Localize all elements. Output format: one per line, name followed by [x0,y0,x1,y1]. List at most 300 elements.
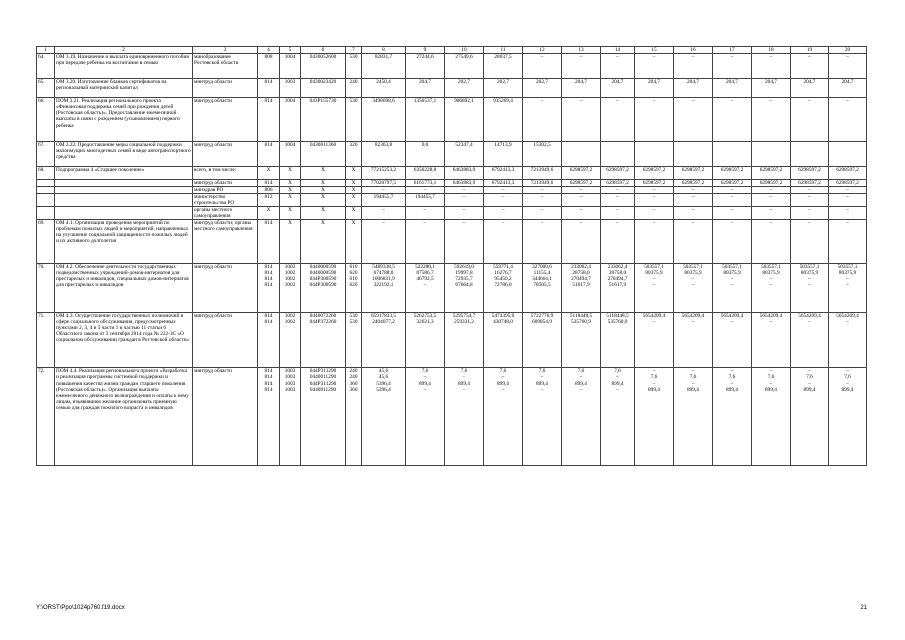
cell-value: – [462,194,466,201]
cell-value: Х [266,207,271,214]
amount-cell [713,220,752,263]
cell-value: 45,6 [378,368,389,375]
cell-value: – [579,207,583,214]
cell-value: – [540,194,544,201]
cell-value: Х [321,187,325,193]
cell-value: 530 [349,98,358,105]
cell-value: 7,6 [577,368,585,375]
amount-cell [523,54,562,79]
cell-value: 899,4 [648,386,660,393]
cell-value: 72935,7 [455,275,473,282]
cell-value: 6298597,2 [681,166,705,173]
amount-cell [713,194,752,207]
amount-cell [791,141,829,166]
table-row [37,187,867,194]
cell-value: 6298597,2 [720,179,744,186]
amount-cell [791,368,829,466]
cell-value: Х [321,179,325,186]
amount-cell [674,179,713,186]
budget-code-cell [280,141,301,166]
amount-cell [674,263,713,312]
amount-cell [445,220,484,263]
cell-value: Х [321,220,325,227]
cell-value: Х [288,166,292,173]
amount-cell [752,368,791,466]
cell-value: 044P300590 [309,275,337,282]
budget-code-cell [280,263,301,312]
cell-value: – [846,281,849,288]
cell-value: 0430011360 [309,141,337,148]
file-path-footer: Y:\ORST\Ppo\1024p760.f19.docx [36,605,125,611]
row-number-cell: 67. [37,141,55,166]
cell-value: 5295754,7 [452,312,476,319]
amount-cell [752,207,791,220]
cell-value: – [462,220,466,227]
cell-value: 503557,1 [722,263,742,270]
cell-value: – [846,98,849,105]
amount-cell [484,79,523,98]
cell-value: – [808,54,811,60]
cell-value: 6298597,2 [759,179,783,186]
cell-value: 6792413,3 [491,179,515,186]
cell-value: – [540,187,544,193]
cell-value: – [501,194,505,201]
cell-value: – [579,187,583,193]
row-number-cell: 68. [37,166,55,179]
cell-value: – [423,207,427,214]
amount-cell [752,141,791,166]
cell-value: 899,4 [575,380,587,387]
cell-value: 204,7 [611,79,624,86]
cell-value: 1003 [284,368,296,375]
amount-cell [523,220,562,263]
amount-cell [601,98,635,141]
cell-value: 806 [264,187,273,193]
amount-cell [562,194,601,207]
cell-value: 899,4 [726,386,738,393]
amount-cell [674,194,713,207]
executor-cell: минтруд области [193,263,258,312]
budget-code-cell [346,179,362,186]
cell-value: 16276,7 [494,269,512,276]
cell-value: Х [288,194,292,201]
cell-value: 503557,1 [644,263,664,270]
cell-value: – [616,98,619,105]
cell-value: 814 [264,319,273,326]
amount-cell [791,194,829,207]
cell-value: 7,6 [421,368,429,375]
cell-value: 5654209,4 [759,312,783,319]
amount-cell [601,141,635,166]
measure-name-cell: ОМ 3.20. Изготовление бланков сертификатов на региональный материнский капитал [55,79,193,98]
measure-name-cell: ОМ 3.22. Предоставление меры социальной поддержки малоимущих многодетных семей в виде автотранспортного средства [55,141,193,166]
cell-value: 503557,1 [761,263,781,270]
cell-value: – [730,281,734,288]
measure-name-cell: Подпрограмма 4 «Старшее поколение» [55,166,193,179]
amount-cell [829,368,867,466]
cell-value: 1002 [284,269,296,276]
cell-value: 45,6 [378,374,389,381]
cell-value: 80375,9 [762,269,780,276]
amount-cell [523,368,562,466]
cell-value: – [691,207,695,214]
cell-value: – [846,207,849,214]
header-cell: 14 [601,47,635,54]
header-cell: 12 [523,47,562,54]
row-number-cell [37,187,55,194]
cell-value: 814 [264,312,273,319]
cell-value: 044P372260 [309,319,337,326]
cell-value: – [462,374,466,381]
cell-value: 27549,6 [455,54,473,60]
amount-cell [791,79,829,98]
cell-value: – [769,54,773,60]
cell-value: 80375,9 [723,269,741,276]
cell-value: – [540,98,544,105]
table-row [37,312,867,367]
amount-cell [713,79,752,98]
cell-value: – [846,368,849,375]
amount-cell [562,368,601,466]
cell-value: 522280,1 [415,263,435,270]
amount-cell [523,98,562,141]
table-body [37,47,867,466]
cell-value: 0440011290 [309,386,337,393]
executor-cell: минздрав РО [193,187,258,194]
amount-cell [635,166,674,179]
cell-value: – [382,207,385,214]
cell-value: 5654209,4 [798,312,821,319]
cell-value: 899,4 [803,386,816,393]
amount-cell [562,54,601,79]
cell-value: – [501,374,505,381]
cell-value [792,142,827,148]
cell-value: 592619,0 [454,263,474,270]
cell-value: 80375,9 [684,269,702,276]
cell-value: 32621,3 [416,319,434,326]
cell-value: 80375,9 [838,269,857,276]
amount-cell [829,220,867,263]
cell-value: – [423,187,427,193]
cell-value: 430748,0 [493,319,513,326]
cell-value: 7,6 [806,374,813,381]
amount-cell [445,79,484,98]
amount-cell [713,179,752,186]
cell-value: 535760,9 [571,319,591,326]
cell-value: 3498698,6 [372,98,395,105]
amount-cell [406,368,445,466]
cell-value: 204,7 [841,79,854,86]
cell-value: 78505,5 [533,281,551,288]
cell-value: – [808,281,811,288]
budget-code-cell [346,312,362,367]
amount-cell [601,368,635,466]
cell-value: 80375,9 [800,269,819,276]
row-number-cell: 69. [37,220,55,263]
cell-value: 812 [264,194,273,201]
cell-value: 194455,7 [415,194,435,201]
cell-value: 77215253,2 [370,166,397,173]
cell-value: 814 [264,263,273,270]
cell-value: 044P311290 [309,380,337,387]
amount-cell [445,98,484,141]
cell-value: 044P300590 [309,281,337,288]
cell-value: 5654209,4 [720,312,744,319]
cell-value: – [652,54,656,60]
budget-code-cell [301,141,346,166]
cell-value: 530 [349,312,358,319]
cell-value: 5396,4 [376,380,391,387]
executor-cell: минтруд области [193,79,258,98]
cell-value: 15302,5 [533,141,551,148]
cell-value: 814 [264,374,273,381]
amount-cell [752,79,791,98]
cell-value: – [769,281,773,288]
cell-value: 899,4 [419,380,431,387]
cell-value: 814 [264,141,273,148]
cell-value: 899,4 [536,380,548,387]
amount-cell [362,54,406,79]
row-number-cell [37,194,55,207]
cell-value: 52347,4 [455,141,473,148]
cell-value: 204,7 [687,79,699,86]
cell-value: – [691,98,695,105]
cell-value: 899,4 [458,380,470,387]
cell-value: 503557,1 [683,263,703,270]
cell-value: – [846,187,849,193]
budget-code-cell [258,220,280,263]
cell-value: – [691,220,695,227]
cell-value: 77020797,5 [370,179,397,186]
header-cell: 20 [829,47,867,54]
cell-value: 1356537,1 [413,98,437,105]
amount-cell [674,187,713,194]
cell-value: 530 [349,54,358,60]
cell-value: – [579,386,583,393]
cell-value: – [540,386,544,393]
cell-value: 5474395,0 [491,312,515,319]
cell-value: 270494,7 [607,275,628,282]
amount-cell [713,368,752,466]
amount-cell [523,179,562,186]
cell-value: 204,7 [765,79,777,86]
table-row [37,207,867,220]
cell-value: 899,4 [611,380,624,387]
cell-value: – [382,187,385,193]
amount-cell [445,263,484,312]
cell-value: 6298597,2 [606,166,629,173]
cell-value: 19997,8 [455,269,473,276]
cell-value [602,142,633,148]
cell-value: – [652,368,656,375]
executor-cell: минобразование Ростовской области [193,54,258,79]
budget-code-cell [301,179,346,186]
measure-name-cell: ПОМ 3.21. Реализация регионального проекта «Финансовая поддержка семей при рождении детей (Ростовская область)». Предоставление ежемесячной выплаты в связи с рождением (усыновлением) первого ребенка [55,98,193,141]
budget-code-cell [280,312,301,367]
cell-value: 202,7 [497,79,509,86]
amount-cell [635,98,674,141]
cell-value: – [462,187,466,193]
cell-value: 233062,4 [607,263,628,270]
cell-value: 935269,4 [493,98,513,105]
cell-value: 620 [349,269,358,276]
measure-name-cell: ОМ 4.1. Организация проведения мероприятий по проблемам пожилых людей и мероприятий, направленных на улучшение социальной защищенности пожилых людей и их активного долголетия [55,220,193,263]
cell-value: 204,7 [575,79,587,86]
cell-value: 7213949,6 [530,179,554,186]
cell-value: – [652,319,656,326]
table-row [37,54,867,79]
amount-cell [523,166,562,179]
amount-cell [752,179,791,186]
cell-value: 814 [264,386,273,393]
cell-value: – [808,319,811,326]
cell-value: – [423,374,427,381]
measure-name-cell [55,207,193,220]
row-number-cell: 71. [37,312,55,367]
measure-name-cell [55,179,193,186]
cell-value: – [846,380,849,387]
amount-cell [829,141,867,166]
amount-cell [406,207,445,220]
cell-value: 2404077,2 [372,319,395,326]
cell-value: – [501,187,505,193]
header-cell: 11 [484,47,523,54]
amount-cell [362,179,406,186]
amount-cell [601,166,635,179]
header-cell: 18 [752,47,791,54]
budget-code-cell [346,207,362,220]
cell-value: 259331,2 [454,319,474,326]
budget-code-cell [280,79,301,98]
row-number-cell [37,179,55,186]
table-row [37,98,867,141]
amount-cell [829,207,867,220]
cell-value: 1002 [284,281,296,288]
budget-code-cell [280,54,301,79]
amount-cell [713,187,752,194]
amount-cell [484,179,523,186]
cell-value: Х [288,187,292,193]
cell-value: Х [351,207,356,214]
amount-cell [406,179,445,186]
amount-cell [674,220,713,263]
cell-value: 559771,4 [493,263,513,270]
cell-value: 6161773,1 [413,179,437,186]
cell-value: – [846,194,849,201]
cell-value: 814 [264,368,273,375]
amount-cell [523,141,562,166]
table-row [37,166,867,179]
amount-cell [674,54,713,79]
amount-cell [713,263,752,312]
cell-value: 1002 [284,319,296,326]
cell-value: 899,4 [841,386,854,393]
cell-value: – [462,386,466,393]
cell-value: – [769,220,773,227]
amount-cell [362,368,406,466]
amount-cell [562,312,601,367]
cell-value: 814 [264,220,273,227]
cell-value: 899,4 [497,380,509,387]
row-number-cell: 70. [37,263,55,312]
cell-value: 814 [264,98,273,105]
cell-value: – [730,98,734,105]
amount-cell [635,263,674,312]
amount-cell [562,166,601,179]
amount-cell [752,166,791,179]
cell-value: – [730,220,734,227]
cell-value: 5262753,5 [413,312,437,319]
amount-cell [362,207,406,220]
amount-cell [752,98,791,141]
amount-cell [601,263,635,312]
cell-value: – [691,380,695,387]
budget-code-cell [301,207,346,220]
cell-value [636,142,672,148]
amount-cell [635,187,674,194]
amount-cell [635,368,674,466]
header-cell: 17 [713,47,752,54]
header-cell: 15 [635,47,674,54]
cell-value: Х [351,187,356,193]
cell-value: 7,6 [614,368,621,375]
amount-cell [362,141,406,166]
budget-code-cell [258,263,280,312]
cell-value: – [382,220,385,227]
amount-cell [484,141,523,166]
amount-cell [674,207,713,220]
cell-value: 87586,7 [416,269,434,276]
cell-value: 28758,0 [572,269,590,276]
budget-code-cell [280,187,301,194]
cell-value [753,142,789,148]
cell-value [714,142,750,148]
row-number-cell: 66. [37,98,55,141]
amount-cell [562,141,601,166]
amount-cell [562,207,601,220]
amount-cell [635,179,674,186]
cell-value: 1004 [284,54,296,60]
cell-value: 82363,8 [374,141,393,148]
cell-value: 240 [349,374,358,381]
cell-value: 5118448,5 [606,312,629,319]
page-number: 21 [860,605,867,611]
cell-value: 28758,0 [608,269,627,276]
amount-cell [752,194,791,207]
cell-value: 1003 [284,386,296,393]
executor-cell: минтруд области [193,179,258,186]
cell-value: 6792413,3 [491,166,515,173]
amount-cell [523,79,562,98]
amount-cell [635,207,674,220]
amount-cell [791,166,829,179]
cell-value: – [540,54,544,60]
amount-cell [752,54,791,79]
budget-code-cell [301,312,346,367]
amount-cell [362,166,406,179]
amount-cell [362,187,406,194]
cell-value: 0430052600 [309,54,337,60]
cell-value: – [501,207,505,214]
cell-value: 360 [349,386,358,393]
cell-value: 344664,1 [532,275,552,282]
budget-code-cell [258,312,280,367]
amount-cell [445,368,484,466]
amount-cell [752,263,791,312]
cell-value: 503557,1 [799,263,820,270]
cell-value: – [691,319,695,326]
amount-cell [674,312,713,367]
